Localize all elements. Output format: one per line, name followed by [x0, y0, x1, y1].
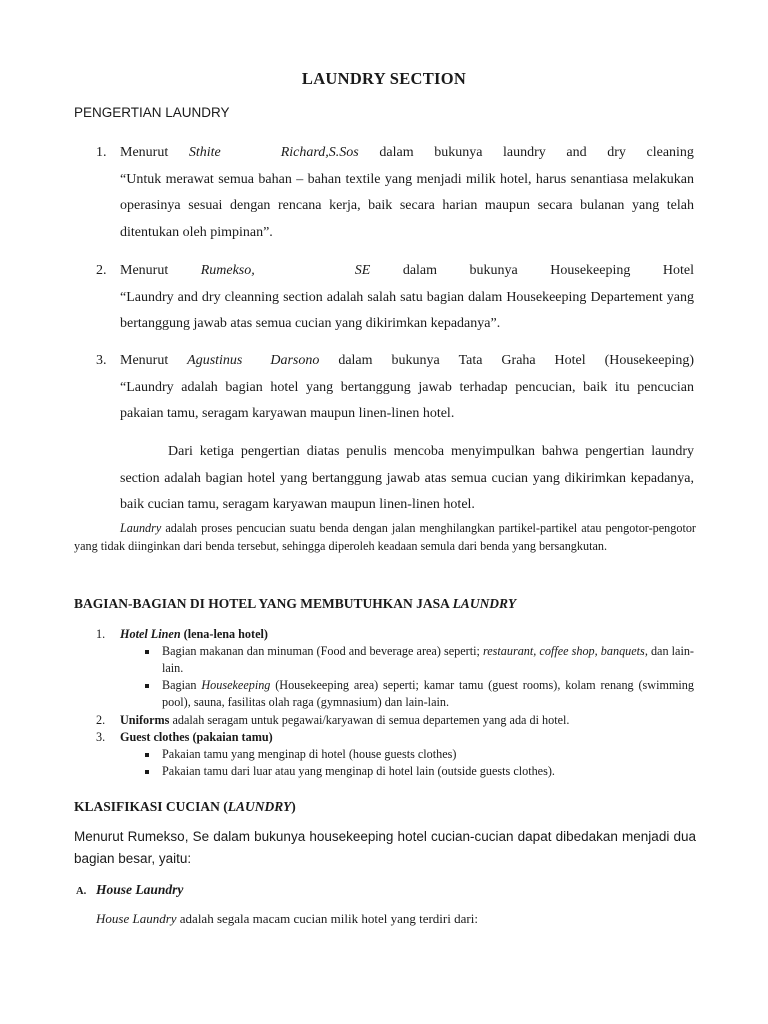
author-first: Rumekso,	[200, 263, 255, 278]
definition-first-line	[120, 348, 694, 375]
definition-first-line	[120, 258, 694, 285]
author-last: SE	[354, 263, 371, 278]
section-heading-bagian	[74, 596, 516, 612]
definition-number: 3.	[96, 353, 107, 368]
klasifikasi-intro: Menurut Rumekso, Se dalam bukunya housekeeping hotel cucian-cucian dapat dibedakan menjadi dua bagian besar, yaitu:	[74, 829, 696, 866]
section-heading-pengertian: PENGERTIAN LAUNDRY	[74, 105, 230, 120]
definition-first-line	[120, 140, 694, 167]
word: laundry	[503, 145, 546, 160]
word: Hotel	[662, 263, 694, 278]
definition-item	[120, 140, 694, 246]
definition-body: “Laundry adalah bagian hotel yang bertanggung jawab terhadap pencucian, baik itu pencucian pakaian tamu, seragam karyawan maupun linen-linen hotel.	[120, 379, 694, 421]
author-first: Agustinus	[187, 353, 243, 368]
bullet-text-italic: restaurant, coffee shop, banquets	[482, 644, 645, 658]
definition-item	[120, 348, 694, 428]
word: and	[566, 145, 587, 160]
word: Hotel	[554, 353, 586, 368]
term-text: adalah segala macam cucian milik hotel yang terdiri dari:	[176, 911, 478, 926]
bullet-icon	[145, 770, 149, 774]
bullet-text-part: , dan lain-lain.	[162, 644, 694, 675]
author-name	[189, 140, 359, 167]
term-italic: House Laundry	[96, 911, 177, 926]
laundry-definition-text: adalah proses pencucian suatu benda dengan jalan menghilangkan partikel-partikel atau pengotor-pengotor yang tidak diinginkan dari benda tersebut, sehingga diperoleh keadaan semula dari benda yang bersangkutan.	[74, 521, 696, 553]
word: dalam	[379, 145, 414, 160]
word: Menurut	[120, 145, 169, 160]
author-last: Richard,S.Sos	[280, 145, 359, 160]
definition-number: 2.	[96, 263, 107, 278]
definition-body: “Laundry and dry cleanning section adalah salah satu bagian dalam Housekeeping Departement yang bertanggung jawab atas semua cucian yang dikirimkan kepadanya”.	[120, 289, 694, 331]
sub-heading-house-laundry: House Laundry	[96, 882, 184, 897]
word: bukunya	[391, 353, 440, 368]
word: Graha	[501, 353, 536, 368]
bullet-item: Pakaian tamu yang menginap di hotel (house guests clothes)	[162, 747, 457, 761]
bullet-text-part: Bagian	[162, 678, 202, 692]
word: dalam	[338, 353, 373, 368]
heading-text-end: )	[291, 799, 296, 814]
bullet-icon	[145, 684, 149, 688]
author-last: Darsono	[270, 353, 320, 368]
list-item-title	[120, 712, 569, 729]
laundry-definition-paragraph	[74, 519, 696, 555]
word: Housekeeping	[550, 263, 631, 278]
word: bukunya	[434, 145, 483, 160]
heading-text: BAGIAN-BAGIAN DI HOTEL YANG MEMBUTUHKAN JASA	[74, 596, 453, 611]
conclusion-paragraph: Dari ketiga pengertian diatas penulis mencoba menyimpulkan bahwa pengertian laundry section adalah bagian hotel yang bertanggung jawab atas semua cucian yang dikirimkan kepadanya, baik cucian tamu, seragam karyawan maupun linen-linen hotel.	[120, 444, 694, 512]
bullet-text-italic: Housekeeping	[201, 678, 271, 692]
definition-body: “Untuk merawat semua bahan – bahan textile yang menjadi milik hotel, harus senantiasa melakukan operasinya sesuai dengan rencana kerja, baik secara harian maupun secara bulanan yang telah ditentukan oleh pimpinan”.	[120, 171, 694, 240]
word: bukunya	[469, 263, 518, 278]
heading-text: KLASIFIKASI CUCIAN (	[74, 799, 228, 814]
item-title-bold: Guest clothes (pakaian tamu)	[120, 730, 273, 744]
author-name	[187, 348, 319, 375]
list-item-title	[120, 729, 273, 746]
bullet-item	[162, 677, 694, 711]
bullet-icon	[145, 650, 149, 654]
author-first: Sthite	[188, 145, 221, 160]
bullet-text-part: (Housekeeping area) seperti; kamar tamu (guest rooms), kolam renang (swimming pool), sauna, fasilitas olah raga (gymnasium) dan lain-lain.	[162, 678, 694, 709]
word: (Housekeeping)	[604, 353, 694, 368]
word: cleaning	[646, 145, 694, 160]
house-laundry-text	[96, 911, 478, 927]
bullet-item: Pakaian tamu dari luar atau yang menginap di hotel lain (outside guests clothes).	[162, 764, 555, 778]
item-title-rest: adalah seragam untuk pegawai/karyawan di semua departemen yang ada di hotel.	[169, 713, 570, 727]
page-title: LAUNDRY SECTION	[301, 69, 467, 88]
heading-italic: LAUNDRY	[452, 596, 517, 611]
item-title-rest: (lena-lena hotel)	[180, 627, 268, 641]
heading-italic: LAUNDRY	[227, 799, 292, 814]
definition-number: 1.	[96, 145, 107, 160]
author-name	[201, 258, 371, 285]
list-number: 1.	[96, 627, 106, 641]
sub-letter: A.	[76, 886, 87, 897]
word: dalam	[402, 263, 438, 278]
definition-item	[120, 258, 694, 338]
list-number: 2.	[96, 713, 106, 727]
word: Tata	[458, 353, 483, 368]
bullet-icon	[145, 753, 149, 757]
word: Menurut	[120, 263, 169, 278]
bullet-item	[162, 643, 694, 677]
item-title-italic: Hotel Linen	[120, 627, 181, 641]
list-item-title	[120, 626, 268, 643]
list-number: 3.	[96, 730, 106, 744]
section-heading-klasifikasi	[74, 799, 296, 815]
word: Menurut	[120, 353, 169, 368]
item-title-bold: Uniforms	[120, 713, 170, 727]
word: dry	[607, 145, 626, 160]
bullet-text-part: Bagian makanan dan minuman (Food and beverage area) seperti;	[162, 644, 483, 658]
laundry-term: Laundry	[120, 521, 162, 535]
